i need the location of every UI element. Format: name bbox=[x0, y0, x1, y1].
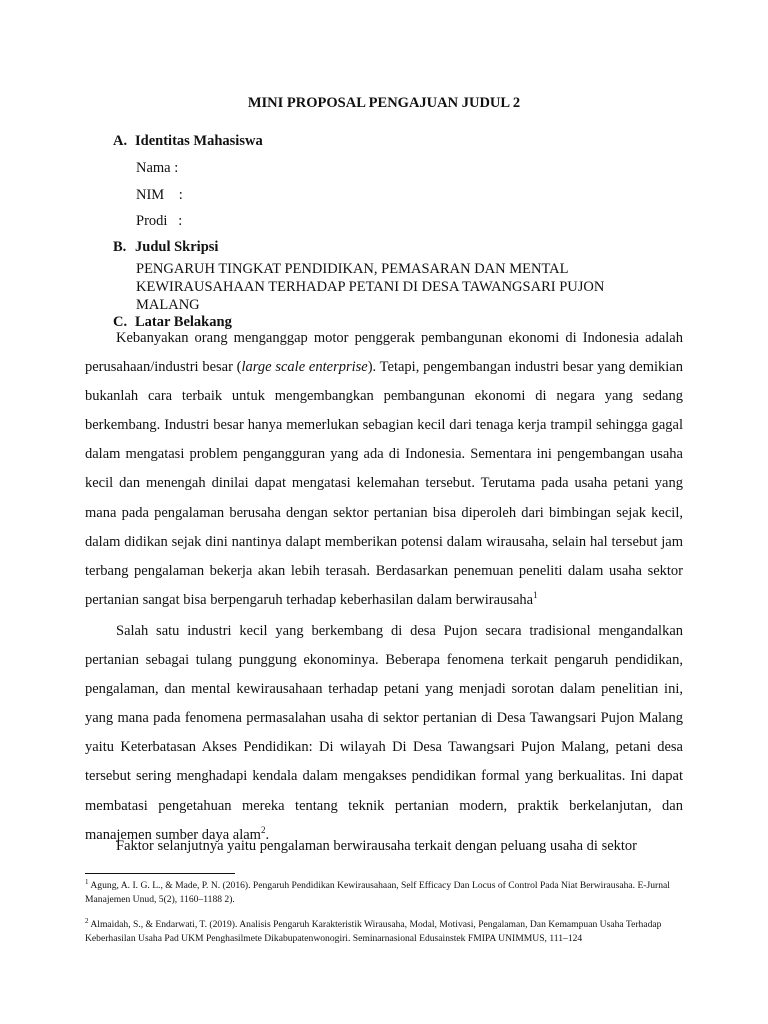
paragraph-2-text: Salah satu industri kecil yang berkembang di desa Pujon secara tradisional mengandalkan pertanian sebagai tulang punggung ekonominya. Beberapa fenomena terkait pengaruh pendidikan, pengalaman, dan mental kewirausahaan terhadap petani yang menjadi sorotan dalam penelitian ini, yang mana pada fenomena permasalahan usaha di sektor pertanian di Desa Tawangsari Pujon Malang yaitu Keterbatasan Akses Pendidikan: Di wilayah Di Desa Tawangsari Pujon Malang, petani desa tersebut sering menghadapi kendala dalam mengakses pendidikan formal yang berkualitas. Ini dapat membatasi pengetahuan mereka tentang teknik pertanian modern, praktik berkelanjutan, dan manajemen sumber daya alam bbox=[85, 623, 683, 843]
paragraph-1 bbox=[85, 324, 683, 615]
field-nim bbox=[136, 187, 183, 204]
footnote-1-text: Agung, A. I. G. L., & Made, P. N. (2016). Pengaruh Pendidikan Kewirausahaan, Self Efficacy Dan Locus of Control Pada Niat Berwirausaha. E-Jurnal Manajemen Unud, 5(2), 1160–1188 2). bbox=[85, 880, 670, 905]
paragraph-1-italic: large scale enterprise bbox=[241, 359, 368, 376]
document-title: MINI PROPOSAL PENGAJUAN JUDUL 2 bbox=[247, 95, 521, 111]
thesis-title: PENGARUH TINGKAT PENDIDIKAN, PEMASARAN DAN MENTAL KEWIRAUSAHAAN TERHADAP PETANI DI DESA TAWANGSARI PUJON MALANG bbox=[136, 261, 605, 313]
footnote-1-number: 1 bbox=[85, 877, 89, 886]
section-a-letter: A. bbox=[113, 133, 128, 149]
field-prodi bbox=[136, 213, 182, 230]
section-a-heading bbox=[113, 133, 263, 150]
footnote-2-number: 2 bbox=[85, 916, 89, 925]
section-c-title: Latar Belakang bbox=[135, 314, 232, 330]
section-b-letter: B. bbox=[113, 239, 127, 255]
field-nama bbox=[136, 160, 178, 177]
footnote-ref-1[interactable]: 1 bbox=[533, 590, 538, 601]
section-a-title: Identitas Mahasiswa bbox=[135, 133, 263, 149]
paragraph-2 bbox=[85, 617, 683, 850]
footnote-2 bbox=[85, 918, 685, 945]
paragraph-1-text-b: ). Tetapi, pengembangan industri besar yang demikian bukanlah cara terbaik untuk mengembangkan pembangunan ekonomi di negara yang sedang berkembang. Industri besar hanya memerlukan sebagian kecil dari tenaga kerja trampil sehingga gagal dalam mengatasi problem pengangguran yang ada di Indonesia. Sementara ini pengembangan usaha kecil dan menengah dinilai dapat mengatasi kelemahan tersebut. Terutama pada usaha petani yang mana pada pengalaman berusaha dengan sektor pertanian bisa diperoleh dari bimbingan sejak kecil, dalam didikan sejak dini nantinya dalapt memberikan potensi dalam wirausaha, selain hal tersebut jam terbang pengalaman bekerja akan lebih terasah. Berdasarkan penemuan peneliti dalam usaha sektor pertanian sangat bisa berpengaruh terhadap keberhasilan dalam berwirausaha bbox=[85, 359, 683, 608]
paragraph-3: Faktor selanjutnya yaitu pengalaman berwirausaha terkait dengan peluang usaha di sektor bbox=[116, 838, 638, 854]
field-nama-label: Nama : bbox=[136, 160, 179, 176]
section-b-heading bbox=[113, 239, 218, 256]
section-c-letter: C. bbox=[113, 314, 128, 330]
footnote-2-text: Almaidah, S., & Endarwati, T. (2019). Analisis Pengaruh Karakteristik Wirausaha, Modal, Motivasi, Pengalaman, Dan Kemampuan Usaha Terhadap Keberhasilan Usaha Pad UKM Penghasilmete Dikabupatenwonogiri. Seminarnasional Edusainstek FMIPA UNIMMUS, 111–124 bbox=[85, 919, 662, 944]
field-nim-label: NIM : bbox=[136, 187, 183, 203]
footnote-ref-2[interactable]: 2 bbox=[260, 824, 266, 835]
section-b-title: Judul Skripsi bbox=[135, 239, 219, 255]
paragraph-1-text-a: Kebanyakan orang menganggap motor penggerak pembangunan ekonomi di Indonesia adalah perusahaan/industri besar ( bbox=[85, 330, 683, 376]
paragraph-2-end: . bbox=[265, 826, 270, 843]
footnote-1 bbox=[85, 879, 685, 906]
footnote-separator bbox=[85, 873, 235, 874]
field-prodi-label: Prodi : bbox=[136, 213, 183, 229]
